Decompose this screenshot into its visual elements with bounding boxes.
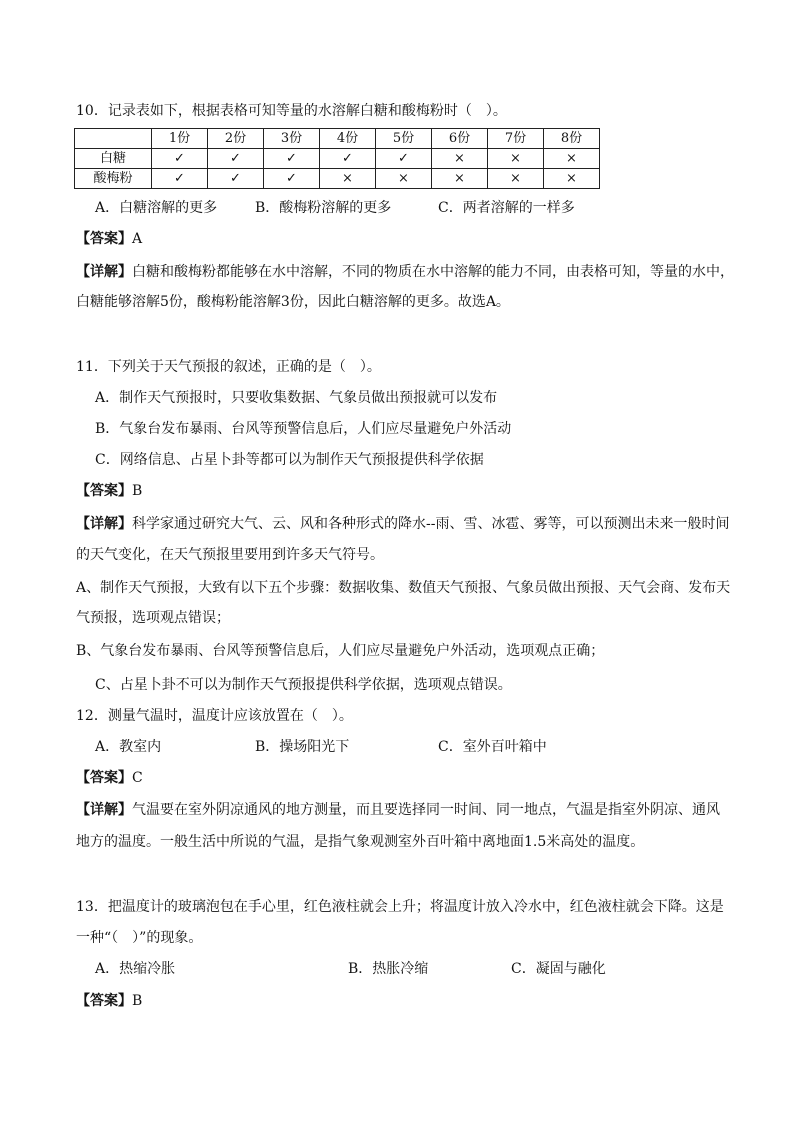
answer-value: B [132,483,143,499]
q10-option-a[interactable]: A．白糖溶解的更多 [95,200,218,216]
table-header-cell [75,129,152,149]
q11-option-b[interactable]: B．气象台发布暴雨、台风等预警信息后，人们应尽量避免户外活动 [95,421,512,437]
table-cell: × [320,169,376,189]
table-header-cell: 4份 [320,129,376,149]
answer-label: 【答案】 [76,483,132,499]
q11-option-c[interactable]: C．网络信息、占星卜卦等都可以为制作天气预报提供科学依据 [95,452,484,468]
table-header-cell: 5份 [376,129,432,149]
detail-label: 【详解】 [76,802,132,818]
answer-value: A [132,231,143,247]
table-header-cell: 7份 [488,129,544,149]
table-header-row [75,129,600,149]
q12-stem: 12．测量气温时，温度计应该放置在（ ）。 [76,708,353,724]
table-row [75,169,600,189]
q13-option-a[interactable]: A．热缩冷胀 [95,961,176,977]
q12-options [95,737,655,757]
q12-option-a[interactable]: A．教室内 [95,739,162,755]
table-header-cell: 3份 [264,129,320,149]
table-cell: × [432,169,488,189]
answer-value: B [132,993,143,1009]
table-row-label: 白糖 [75,149,152,169]
q11-option-a[interactable]: A．制作天气预报时，只要收集数据、气象员做出预报就可以发布 [95,390,498,406]
q10-detail-1: 【详解】白糖和酸梅粉都能够在水中溶解，不同的物质在水中溶解的能力不同，由表格可知，等量的水中， [76,264,734,280]
q13-options [95,959,655,979]
q10-record-table [74,128,600,189]
q12-option-b[interactable]: B．操场阳光下 [255,739,350,755]
q10-detail-2: 白糖能够溶解5份，酸梅粉能溶解3份，因此白糖溶解的更多。故选A。 [76,294,510,310]
q10-options [95,198,655,218]
q13-option-b[interactable]: B．热胀冷缩 [348,961,429,977]
answer-value: C [132,770,143,786]
table-cell: × [488,169,544,189]
detail-label: 【详解】 [76,264,132,280]
table-cell: × [488,149,544,169]
q10-option-b[interactable]: B．酸梅粉溶解的更多 [255,200,392,216]
table-cell: × [544,149,600,169]
table-cell: ✓ [264,169,320,189]
table-header-cell: 8份 [544,129,600,149]
q11-detail-5: B、气象台发布暴雨、台风等预警信息后，人们应尽量避免户外活动，选项观点正确； [76,643,605,659]
q13-answer [76,991,142,1011]
q12-answer [76,768,143,788]
table-cell: ✓ [208,149,264,169]
q10-option-c[interactable]: C．两者溶解的一样多 [438,200,575,216]
table-cell: ✓ [208,169,264,189]
q10-answer [76,229,142,249]
q13-stem-2: 一种“（ ）”的现象。 [76,930,203,946]
table-cell: ✓ [264,149,320,169]
detail-label: 【详解】 [76,516,132,532]
table-row-label: 酸梅粉 [75,169,152,189]
table-cell: × [432,149,488,169]
q11-detail-4: 气预报，选项观点错误； [76,610,230,626]
answer-label: 【答案】 [76,231,132,247]
q10-stem: 10．记录表如下，根据表格可知等量的水溶解白糖和酸梅粉时（ ）。 [76,103,507,119]
q11-detail-6: C、占星卜卦不可以为制作天气预报提供科学依据，选项观点错误。 [95,677,512,693]
q12-detail-1: 【详解】气温要在室外阴凉通风的地方测量，而且要选择同一时间、同一地点，气温是指室外阴凉、通风 [76,802,720,818]
q13-option-c[interactable]: C．凝固与融化 [511,961,606,977]
table-row [75,149,600,169]
table-cell: ✓ [320,149,376,169]
q11-detail-2: 的天气变化，在天气预报里要用到许多天气符号。 [76,547,384,563]
q12-detail-2: 地方的温度。一般生活中所说的气温，是指气象观测室外百叶箱中离地面1.5米高处的温度。 [76,834,645,850]
q13-stem-1: 13．把温度计的玻璃泡包在手心里，红色液柱就会上升；将温度计放入冷水中，红色液柱就会下降。这是 [76,899,724,915]
table-header-cell: 2份 [208,129,264,149]
table-cell: ✓ [152,149,208,169]
table-cell: ✓ [376,149,432,169]
answer-label: 【答案】 [76,993,132,1009]
q12-option-c[interactable]: C．室外百叶箱中 [438,739,547,755]
table-cell: × [376,169,432,189]
table-cell: ✓ [152,169,208,189]
q11-answer [76,481,142,501]
answer-label: 【答案】 [76,770,132,786]
q11-detail-1: 【详解】科学家通过研究大气、云、风和各种形式的降水--雨、雪、冰雹、雾等，可以预测出未来一般时间 [76,516,730,532]
table-header-cell: 6份 [432,129,488,149]
table-header-cell: 1份 [152,129,208,149]
q11-detail-3: A、制作天气预报，大致有以下五个步骤：数据收集、数值天气预报、气象员做出预报、天气会商、发布天 [76,580,731,596]
q11-stem: 11．下列关于天气预报的叙述，正确的是（ ）。 [76,359,381,375]
table-cell: × [544,169,600,189]
